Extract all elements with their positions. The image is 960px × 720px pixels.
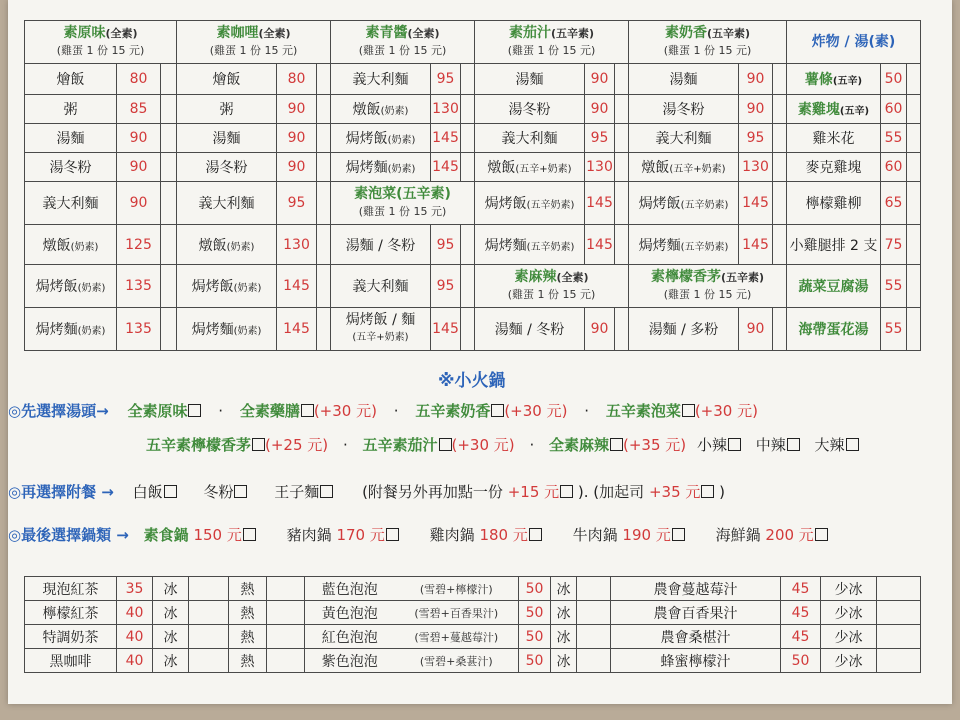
dish-name: 焗烤麵(奶素)	[25, 308, 117, 351]
col-header-mala: 素麻辣(全素) (雞蛋 1 份 15 元)	[475, 265, 629, 308]
dish-price: 90	[739, 95, 773, 124]
order-box[interactable]	[317, 124, 331, 153]
dish-price: 95	[431, 225, 461, 265]
drink-name: 紫色泡泡	[305, 649, 395, 673]
pot-option[interactable]: 素食鍋 150 元	[144, 526, 256, 544]
dish-price: 90	[739, 64, 773, 95]
ice-label: 冰	[551, 577, 577, 601]
col-header-lemongrass: 素檸檬香茅(五辛素) (雞蛋 1 份 15 元)	[629, 265, 787, 308]
order-box[interactable]	[907, 308, 921, 351]
hotpot-step3	[8, 524, 828, 545]
addon-checkbox[interactable]	[560, 485, 573, 498]
cheese-text: ). (加起司	[577, 483, 645, 501]
hot-label: 熱	[229, 625, 267, 649]
drink-name: 農會百香果汁	[611, 601, 781, 625]
ice-label: 冰	[551, 601, 577, 625]
order-box[interactable]	[773, 308, 787, 351]
cheese-price: +35 元	[648, 483, 701, 501]
hotpot-title: ※小火鍋	[438, 371, 506, 391]
order-box[interactable]	[773, 124, 787, 153]
dish-price: 130	[585, 153, 615, 182]
dish-name: 湯冬粉	[25, 153, 117, 182]
dish-name: 焗烤麵(五辛奶素)	[629, 225, 739, 265]
checkbox-icon	[610, 438, 623, 451]
order-box[interactable]	[161, 64, 177, 95]
dish-name: 湯麵	[25, 124, 117, 153]
order-box[interactable]	[317, 225, 331, 265]
dish-name: 焗烤麵(五辛奶素)	[475, 225, 585, 265]
dish-price: 90	[585, 64, 615, 95]
checkbox-icon	[188, 404, 201, 417]
col-header-original: 素原味(全素) (雞蛋 1 份 15 元)	[25, 21, 177, 64]
order-box[interactable]	[615, 64, 629, 95]
dish-name: 焗烤飯(奶素)	[25, 265, 117, 308]
dish-price: 90	[277, 95, 317, 124]
drink-price: 50	[519, 649, 551, 673]
col-header-pesto: 素青醬(全素) (雞蛋 1 份 15 元)	[331, 21, 475, 64]
hot-label: 熱	[229, 577, 267, 601]
checkbox-icon	[439, 438, 452, 451]
pot-option[interactable]: 牛肉鍋 190 元	[573, 526, 685, 544]
soup-option[interactable]: 五辛素奶香 (+30 元)	[415, 402, 568, 420]
order-box[interactable]	[317, 182, 331, 225]
drink-name: 蜂蜜檸檬汁	[611, 649, 781, 673]
dish-name: 麥克雞塊	[787, 153, 881, 182]
hot-box[interactable]	[267, 625, 305, 649]
dish-name: 焗烤飯(奶素)	[177, 265, 277, 308]
order-box[interactable]	[773, 225, 787, 265]
drink-name: 農會桑椹汁	[611, 625, 781, 649]
dish-price: 80	[117, 64, 161, 95]
ice-box[interactable]	[877, 649, 921, 673]
step2-label: ◎再選擇附餐 →	[8, 483, 114, 501]
drink-price: 40	[117, 649, 153, 673]
dish-name: 燴飯	[177, 64, 277, 95]
order-box[interactable]	[615, 153, 629, 182]
dish-name: 焗烤飯 / 麵 (五辛+奶素)	[331, 308, 431, 351]
ice-label: 少冰	[821, 649, 877, 673]
dish-price: 145	[431, 153, 461, 182]
ice-box[interactable]	[877, 625, 921, 649]
ice-box[interactable]	[189, 577, 229, 601]
dish-price: 75	[881, 225, 907, 265]
col-header-milk: 素奶香(五辛素) (雞蛋 1 份 15 元)	[629, 21, 787, 64]
dish-name: 義大利麵	[475, 124, 585, 153]
dish-price: 125	[117, 225, 161, 265]
dish-price: 90	[585, 308, 615, 351]
ice-box[interactable]	[189, 649, 229, 673]
drink-price: 45	[781, 577, 821, 601]
dish-price: 130	[739, 153, 773, 182]
order-box[interactable]	[615, 95, 629, 124]
ice-label: 冰	[153, 649, 189, 673]
order-box[interactable]	[461, 95, 475, 124]
dish-name: 雞米花	[787, 124, 881, 153]
dish-price: 135	[117, 308, 161, 351]
drink-price: 40	[117, 601, 153, 625]
order-box[interactable]	[317, 265, 331, 308]
dish-name: 燉飯(奶素)	[177, 225, 277, 265]
ice-label: 冰	[153, 577, 189, 601]
order-box[interactable]	[615, 225, 629, 265]
dish-price: 65	[881, 182, 907, 225]
drink-price: 50	[519, 625, 551, 649]
side-option[interactable]: 白飯	[133, 483, 177, 501]
ice-box[interactable]	[577, 577, 611, 601]
drink-name: 特調奶茶	[25, 625, 117, 649]
step1-label: ◎先選擇湯頭→	[8, 402, 109, 420]
checkbox-icon	[491, 404, 504, 417]
order-box[interactable]	[461, 308, 475, 351]
order-box[interactable]	[161, 182, 177, 225]
ice-box[interactable]	[577, 601, 611, 625]
side-option[interactable]: 王子麵	[274, 483, 333, 501]
dish-price: 130	[277, 225, 317, 265]
dish-price: 80	[277, 64, 317, 95]
dish-name: 焗烤飯(五辛奶素)	[475, 182, 585, 225]
spice-medium[interactable]: 中辣	[756, 436, 800, 454]
soup-option[interactable]: 全素原味	[127, 402, 201, 420]
checkbox-icon	[252, 438, 265, 451]
dish-price: 90	[117, 153, 161, 182]
dish-price: 145	[431, 124, 461, 153]
order-box[interactable]	[317, 308, 331, 351]
order-box[interactable]	[317, 64, 331, 95]
dish-name: 粥	[25, 95, 117, 124]
dish-name: 薯條(五辛)	[787, 64, 881, 95]
order-box[interactable]	[161, 124, 177, 153]
order-box[interactable]	[907, 182, 921, 225]
dish-price: 130	[431, 95, 461, 124]
drink-name: 檸檬紅茶	[25, 601, 117, 625]
pot-option[interactable]: 豬肉鍋 170 元	[287, 526, 399, 544]
dish-price: 95	[431, 64, 461, 95]
order-box[interactable]	[161, 153, 177, 182]
dish-name: 焗烤麵(奶素)	[177, 308, 277, 351]
dish-name: 湯麵	[629, 64, 739, 95]
order-box[interactable]	[773, 153, 787, 182]
side-option[interactable]: 冬粉	[203, 483, 247, 501]
checkbox-icon	[682, 404, 695, 417]
drink-note: (雪碧+蔓越莓汁)	[395, 625, 519, 649]
soup-option[interactable]: 五辛素泡菜 (+30 元)	[605, 402, 758, 420]
hot-box[interactable]	[267, 577, 305, 601]
hotpot-step1: ◎先選擇湯頭→ 全素原味 · 全素藥膳 (+30 元) · 五辛素奶香 (+30 元) · 五辛素泡菜 (+30 元)	[8, 402, 758, 420]
ice-label: 少冰	[821, 577, 877, 601]
dish-name: 燉飯(奶素)	[25, 225, 117, 265]
order-box[interactable]	[907, 265, 921, 308]
col-header-fried-soup: 炸物 / 湯(素)	[787, 21, 921, 64]
dish-name: 焗烤飯(奶素)	[331, 124, 431, 153]
order-box[interactable]	[461, 124, 475, 153]
order-box[interactable]	[461, 153, 475, 182]
dish-name: 義大利麵	[25, 182, 117, 225]
order-box[interactable]	[161, 265, 177, 308]
col-header-pickled: 素泡菜(五辛素) (雞蛋 1 份 15 元)	[331, 182, 475, 225]
order-box[interactable]	[773, 64, 787, 95]
drink-price: 35	[117, 577, 153, 601]
dish-name: 湯麵 / 冬粉	[475, 308, 585, 351]
ice-label: 冰	[551, 625, 577, 649]
drink-name: 現泡紅茶	[25, 577, 117, 601]
ice-box[interactable]	[577, 625, 611, 649]
order-box[interactable]	[317, 153, 331, 182]
drink-price: 40	[117, 625, 153, 649]
order-box[interactable]	[461, 225, 475, 265]
dish-price: 50	[881, 64, 907, 95]
order-box[interactable]	[161, 95, 177, 124]
col-header-curry: 素咖哩(全素) (雞蛋 1 份 15 元)	[177, 21, 331, 64]
dish-name: 湯冬粉	[475, 95, 585, 124]
dish-name: 焗烤麵(奶素)	[331, 153, 431, 182]
drink-name: 藍色泡泡	[305, 577, 395, 601]
drink-price: 45	[781, 625, 821, 649]
dish-name: 湯冬粉	[177, 153, 277, 182]
dish-name: 燉飯(五辛+奶素)	[629, 153, 739, 182]
dish-price: 90	[739, 308, 773, 351]
dish-name: 燴飯	[25, 64, 117, 95]
cheese-close: )	[719, 483, 726, 501]
hot-label: 熱	[229, 601, 267, 625]
dish-name: 湯冬粉	[629, 95, 739, 124]
dish-price: 95	[739, 124, 773, 153]
order-box[interactable]	[461, 265, 475, 308]
order-box[interactable]	[317, 95, 331, 124]
drink-price: 50	[519, 577, 551, 601]
dish-price: 90	[277, 153, 317, 182]
order-box[interactable]	[615, 124, 629, 153]
soup-option[interactable]: 五辛素茄汁 (+30 元)	[362, 436, 515, 454]
ice-box[interactable]	[577, 649, 611, 673]
soup-option[interactable]: 全素藥膳 (+30 元)	[239, 402, 377, 420]
dish-price: 55	[881, 265, 907, 308]
drink-name: 黃色泡泡	[305, 601, 395, 625]
dish-name: 湯麵	[475, 64, 585, 95]
dish-name: 檸檬雞柳	[787, 182, 881, 225]
dish-name: 海帶蛋花湯	[787, 308, 881, 351]
ice-label: 冰	[153, 601, 189, 625]
dish-name: 焗烤飯(五辛奶素)	[629, 182, 739, 225]
dish-price: 145	[739, 182, 773, 225]
drink-price: 45	[781, 601, 821, 625]
dish-price: 145	[585, 182, 615, 225]
dish-name: 義大利麵	[177, 182, 277, 225]
dish-price: 60	[881, 153, 907, 182]
dish-name: 燉飯(奶素)	[331, 95, 431, 124]
dish-price: 85	[117, 95, 161, 124]
order-box[interactable]	[907, 95, 921, 124]
drink-price: 50	[519, 601, 551, 625]
dish-price: 145	[585, 225, 615, 265]
dish-price: 95	[585, 124, 615, 153]
ice-label: 少冰	[821, 625, 877, 649]
drink-note: (雪碧+檸檬汁)	[395, 577, 519, 601]
pot-option[interactable]: 雞肉鍋 180 元	[430, 526, 542, 544]
drink-note: (雪碧+桑葚汁)	[395, 649, 519, 673]
order-box[interactable]	[773, 182, 787, 225]
ice-label: 少冰	[821, 601, 877, 625]
dish-price: 55	[881, 124, 907, 153]
step3-label: ◎最後選擇鍋類 →	[8, 526, 129, 544]
order-box[interactable]	[907, 64, 921, 95]
drink-name: 黑咖啡	[25, 649, 117, 673]
drink-name: 紅色泡泡	[305, 625, 395, 649]
order-box[interactable]	[773, 95, 787, 124]
dish-name: 湯麵 / 冬粉	[331, 225, 431, 265]
cheese-checkbox[interactable]	[701, 485, 714, 498]
dish-name: 蔬菜豆腐湯	[787, 265, 881, 308]
order-box[interactable]	[907, 124, 921, 153]
dish-price: 145	[277, 308, 317, 351]
dish-name: 義大利麵	[331, 265, 431, 308]
hot-box[interactable]	[267, 601, 305, 625]
ice-box[interactable]	[189, 625, 229, 649]
dish-name: 小雞腿排 2 支	[787, 225, 881, 265]
ice-label: 冰	[551, 649, 577, 673]
drink-price: 50	[781, 649, 821, 673]
ice-box[interactable]	[877, 577, 921, 601]
dish-price: 90	[117, 182, 161, 225]
dish-price: 55	[881, 308, 907, 351]
dish-price: 145	[431, 308, 461, 351]
dish-price: 60	[881, 95, 907, 124]
soup-option[interactable]: 五辛素檸檬香茅 (+25 元)	[146, 436, 329, 454]
checkbox-icon	[301, 404, 314, 417]
dish-price: 90	[277, 124, 317, 153]
dish-name: 燉飯(五辛+奶素)	[475, 153, 585, 182]
dish-price: 135	[117, 265, 161, 308]
dish-price: 90	[117, 124, 161, 153]
dish-name: 義大利麵	[629, 124, 739, 153]
drink-name: 農會蔓越莓汁	[611, 577, 781, 601]
ice-label: 冰	[153, 625, 189, 649]
dish-price: 145	[277, 265, 317, 308]
ice-box[interactable]	[877, 601, 921, 625]
dish-price: 95	[277, 182, 317, 225]
soup-option[interactable]: 全素麻辣 (+35 元)	[549, 436, 687, 454]
main-menu-table	[24, 20, 921, 351]
order-box[interactable]	[161, 225, 177, 265]
drink-note: (雪碧+百香果汁)	[395, 601, 519, 625]
order-box[interactable]	[615, 308, 629, 351]
order-box[interactable]	[461, 64, 475, 95]
order-box[interactable]	[907, 225, 921, 265]
addon-price: +15 元	[507, 483, 560, 501]
addon-text: (附餐另外再加點一份	[362, 483, 503, 501]
menu-paper	[8, 0, 952, 704]
dish-name: 粥	[177, 95, 277, 124]
dish-name: 湯麵	[177, 124, 277, 153]
spice-mild[interactable]: 小辣	[697, 436, 741, 454]
dish-price: 95	[431, 265, 461, 308]
col-header-tomato: 素茄汁(五辛素) (雞蛋 1 份 15 元)	[475, 21, 629, 64]
pot-option[interactable]: 海鮮鍋 200 元	[716, 526, 828, 544]
dish-name: 義大利麵	[331, 64, 431, 95]
ice-box[interactable]	[189, 601, 229, 625]
hot-label: 熱	[229, 649, 267, 673]
dish-price: 145	[739, 225, 773, 265]
dish-name: 湯麵 / 多粉	[629, 308, 739, 351]
hot-box[interactable]	[267, 649, 305, 673]
hotpot-step1-row2: 五辛素檸檬香茅 (+25 元) · 五辛素茄汁 (+30 元) · 全素麻辣 (+35 元) 小辣 中辣 大辣	[146, 434, 859, 455]
drinks-table	[24, 576, 921, 673]
hotpot-step2	[8, 481, 725, 502]
order-box[interactable]	[161, 308, 177, 351]
order-box[interactable]	[615, 182, 629, 225]
dish-name: 素雞塊(五辛)	[787, 95, 881, 124]
spice-hot[interactable]: 大辣	[815, 436, 859, 454]
order-box[interactable]	[907, 153, 921, 182]
dish-price: 90	[585, 95, 615, 124]
